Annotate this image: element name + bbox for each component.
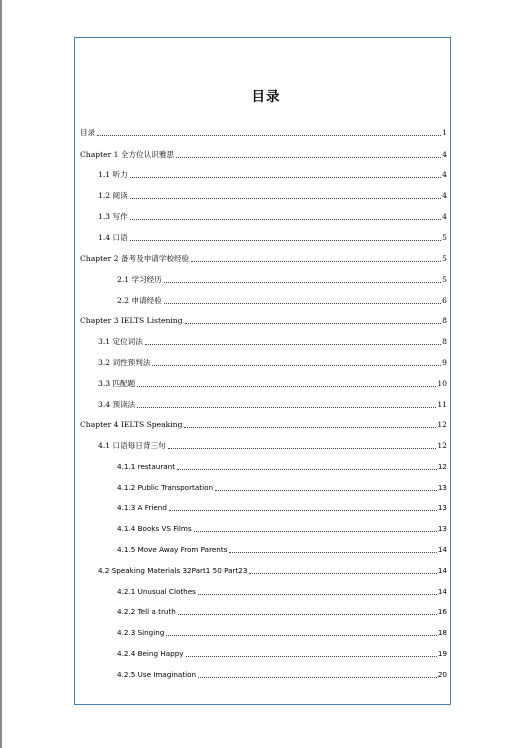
toc-entry[interactable]	[98, 189, 447, 201]
toc-entry-label: 4.2.2 Tell a truth	[117, 607, 176, 616]
dot-leader	[152, 365, 441, 366]
toc-entry-page: 13	[437, 524, 447, 533]
dot-leader	[137, 386, 436, 387]
toc-entry-label: Chapter 4 IELTS Speaking	[80, 420, 183, 429]
toc-entry-page: 13	[437, 503, 447, 512]
toc-entry[interactable]	[117, 522, 447, 534]
toc-entry[interactable]	[98, 439, 447, 451]
toc-entry-label: Chapter 2 备考及申请学校经验	[80, 254, 190, 263]
toc-entry[interactable]	[98, 377, 447, 389]
toc-entry-label: 目录	[80, 128, 96, 137]
toc-entry[interactable]	[98, 335, 447, 347]
toc-entry-page: 5	[442, 275, 447, 284]
toc-entry-page: 4	[442, 150, 447, 159]
toc-entry-label: 4.1.2 Public Transportation	[117, 483, 214, 492]
toc-entry[interactable]	[80, 418, 447, 430]
toc-entry-page: 16	[437, 607, 447, 616]
toc-entry[interactable]	[98, 231, 447, 243]
toc-entry-page: 14	[437, 566, 447, 575]
dot-leader	[194, 531, 437, 532]
toc-entry-label: Chapter 3 IELTS Listening	[80, 316, 183, 325]
toc-entry[interactable]	[98, 564, 447, 576]
dot-leader	[166, 635, 436, 636]
toc-entry-page: 19	[437, 649, 447, 658]
dot-leader	[164, 282, 441, 283]
toc-entry-label: 4.1 口语每日背三句	[98, 441, 166, 450]
toc-entry-page: 13	[437, 483, 447, 492]
toc-entry[interactable]	[117, 460, 447, 472]
toc-entry[interactable]	[98, 210, 447, 222]
toc-entry-label: 4.2.5 Use Imagination	[117, 670, 197, 679]
toc-entry-label: 4.1.1 restaurant	[117, 462, 176, 471]
toc-entry-page: 11	[437, 400, 447, 409]
toc-entry-page: 4	[442, 212, 447, 221]
toc-entry-label: 3.3 匹配题	[98, 379, 136, 388]
toc-entry-label: 1.2 阅读	[98, 191, 128, 200]
toc-entry-page: 18	[437, 628, 447, 637]
dot-leader	[185, 323, 442, 324]
toc-entry-label: 1.3 写作	[98, 212, 128, 221]
toc-entry-label: 2.1 学习经历	[117, 275, 162, 284]
toc-entry-page: 8	[442, 337, 447, 346]
toc-entry[interactable]	[117, 481, 447, 493]
dot-leader	[176, 157, 441, 158]
toc-entry[interactable]	[98, 168, 447, 180]
toc-entry[interactable]	[98, 356, 447, 368]
dot-leader	[229, 552, 436, 553]
dot-leader	[177, 469, 437, 470]
toc-entry-label: 4.2.1 Unusual Clothes	[117, 587, 196, 596]
toc-entry-page: 9	[442, 358, 447, 367]
toc-entry-page: 12	[437, 441, 447, 450]
toc-entry[interactable]	[80, 314, 447, 326]
toc-entry[interactable]	[117, 626, 447, 638]
toc-entry-label: 3.1 定位词法	[98, 337, 143, 346]
toc-entry[interactable]	[117, 585, 447, 597]
toc-entry-label: 4.2.4 Being Happy	[117, 649, 184, 658]
dot-leader	[130, 177, 441, 178]
dot-leader	[137, 407, 436, 408]
dot-leader	[198, 677, 437, 678]
dot-leader	[191, 261, 441, 262]
toc-entry-label: 2.2 申请经验	[117, 296, 162, 305]
dot-leader	[249, 573, 436, 574]
dot-leader	[164, 303, 441, 304]
dot-leader	[169, 510, 437, 511]
toc-entry-label: 1.4 口语	[98, 233, 128, 242]
toc-entry-page: 10	[437, 379, 447, 388]
toc-entry[interactable]	[80, 126, 447, 138]
toc-entry-label: 4.1.3 A Friend	[117, 503, 167, 512]
dot-leader	[130, 198, 441, 199]
dot-leader	[97, 135, 441, 136]
toc-entry-page: 6	[442, 296, 447, 305]
toc-entry-page: 14	[437, 545, 447, 554]
toc-entry-label: 3.2 词性预判法	[98, 358, 151, 367]
toc-entry-label: 4.1.5 Move Away From Parents	[117, 545, 228, 554]
dot-leader	[168, 448, 437, 449]
toc-entry[interactable]	[117, 294, 447, 306]
dot-leader	[215, 490, 437, 491]
toc-entry-page: 5	[442, 254, 447, 263]
toc-entry-label: 4.1.4 Books VS Films	[117, 524, 192, 533]
toc-entry[interactable]	[98, 398, 447, 410]
toc-entry-page: 20	[437, 670, 447, 679]
toc-entry-page: 5	[442, 233, 447, 242]
dot-leader	[130, 219, 441, 220]
toc-entry[interactable]	[117, 647, 447, 659]
toc-entry[interactable]	[117, 273, 447, 285]
toc-entry-label: Chapter 1 全方位认识雅思	[80, 150, 175, 159]
dot-leader	[184, 427, 436, 428]
toc-entry-label: 4.2 Speaking Materials 32Part1 50 Part23	[98, 566, 248, 575]
toc-entry-page: 1	[442, 128, 447, 137]
toc-entry-page: 12	[437, 420, 447, 429]
toc-entry-label: 3.4 预读法	[98, 400, 136, 409]
toc-entry-page: 4	[442, 170, 447, 179]
toc-entry[interactable]	[117, 605, 447, 617]
toc-entry-page: 8	[442, 316, 447, 325]
toc-entry[interactable]	[80, 148, 447, 160]
toc-entry-page: 14	[437, 587, 447, 596]
dot-leader	[130, 240, 441, 241]
toc-entry[interactable]	[117, 668, 447, 680]
toc-entry-page: 12	[437, 462, 447, 471]
dot-leader	[145, 344, 441, 345]
toc-title: 目录	[251, 89, 281, 105]
toc-entry[interactable]	[117, 543, 447, 555]
toc-entry-label: 1.1 听力	[98, 170, 128, 179]
toc-entry-page: 4	[442, 191, 447, 200]
dot-leader	[178, 614, 437, 615]
dot-leader	[186, 656, 437, 657]
dot-leader	[198, 594, 437, 595]
toc-entry[interactable]	[80, 252, 447, 264]
toc-entry[interactable]	[117, 501, 447, 513]
toc-entry-label: 4.2.3 Singing	[117, 628, 165, 637]
